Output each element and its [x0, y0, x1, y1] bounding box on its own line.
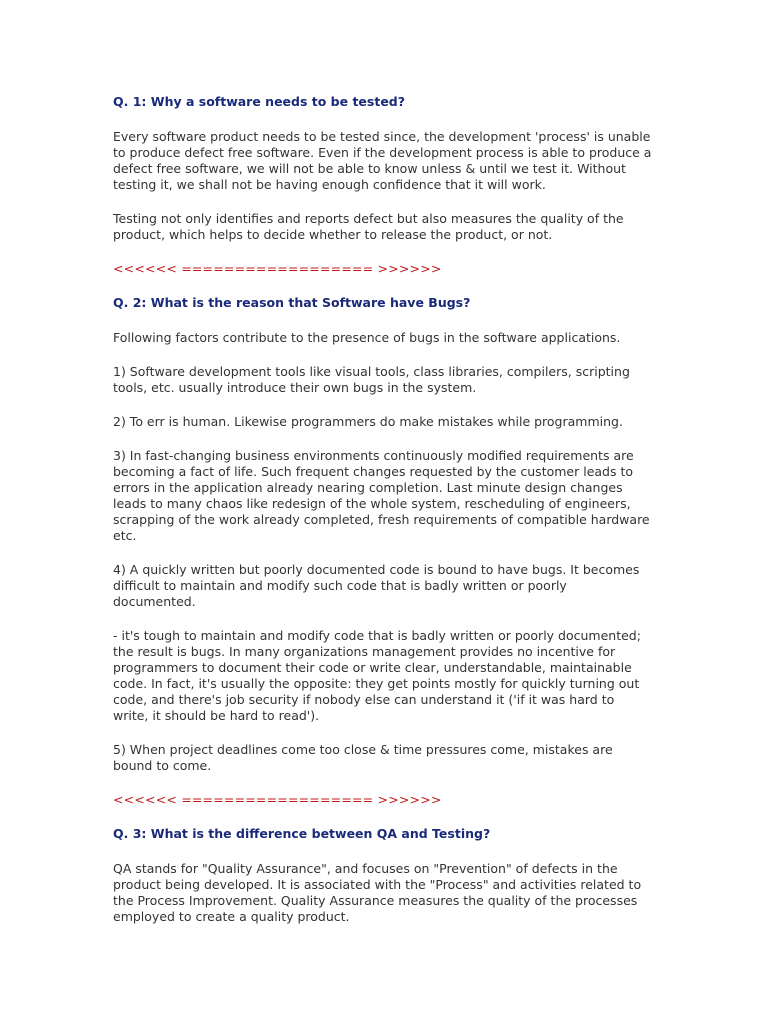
q3-paragraph-1: QA stands for "Quality Assurance", and focuses on "Prevention" of defects in the product being developed. It is associated with the "Process" and activities related to the Process Improvement. Quality Assurance measures the quality of the processes employed to create a quality product. — [113, 861, 642, 924]
q2-paragraph-5: 4) A quickly written but poorly documented code is bound to have bugs. It becomes difficult to maintain and modify such code that is badly written or poorly documented. — [113, 562, 640, 609]
q1-paragraph-2: Testing not only identifies and reports defect but also measures the quality of the product, which helps to decide whether to release the product, or not. — [113, 211, 624, 242]
q2-paragraph-4: 3) In fast-changing business environments continuously modified requirements are becoming a fact of life. Such frequent changes requested by the customer leads to errors in the application already nearing completion. Last minute design changes leads to many chaos like redesign of the whole system, rescheduling of engineers, scrapping of the work already completed, fresh requirements of compatible hardware etc. — [113, 448, 650, 543]
q1-paragraph-1: Every software product needs to be tested since, the development 'process' is unable to produce defect free software. Even if the development process is able to produce a defect free software, we will not be able to know unless & until we test it. Without testing it, we shall not be having enough confidence that it will work. — [113, 129, 652, 192]
question-3-heading: Q. 3: What is the difference between QA and Testing? — [113, 826, 491, 841]
q2-paragraph-6: - it's tough to maintain and modify code that is badly written or poorly documented; the result is bugs. In many organizations management provides no incentive for programmers to document their code or write clear, understandable, maintainable code. In fact, it's usually the opposite: they get points mostly for quickly turning out code, and there's job security if nobody else can understand it ('if it was hard to write, it should be hard to read'). — [113, 628, 641, 723]
question-1-heading: Q. 1: Why a software needs to be tested? — [113, 94, 405, 109]
q2-paragraph-7: 5) When project deadlines come too close & time pressures come, mistakes are bound to come. — [113, 742, 613, 773]
section-separator: <<<<<< ================== >>>>>> — [113, 261, 442, 276]
document-page — [113, 94, 653, 925]
q2-paragraph-1: Following factors contribute to the presence of bugs in the software applications. — [113, 330, 621, 345]
q2-paragraph-3: 2) To err is human. Likewise programmers do make mistakes while programming. — [113, 414, 623, 429]
q2-paragraph-2: 1) Software development tools like visual tools, class libraries, compilers, scripting tools, etc. usually introduce their own bugs in the system. — [113, 364, 630, 395]
section-separator: <<<<<< ================== >>>>>> — [113, 792, 442, 807]
question-2-heading: Q. 2: What is the reason that Software have Bugs? — [113, 295, 471, 310]
